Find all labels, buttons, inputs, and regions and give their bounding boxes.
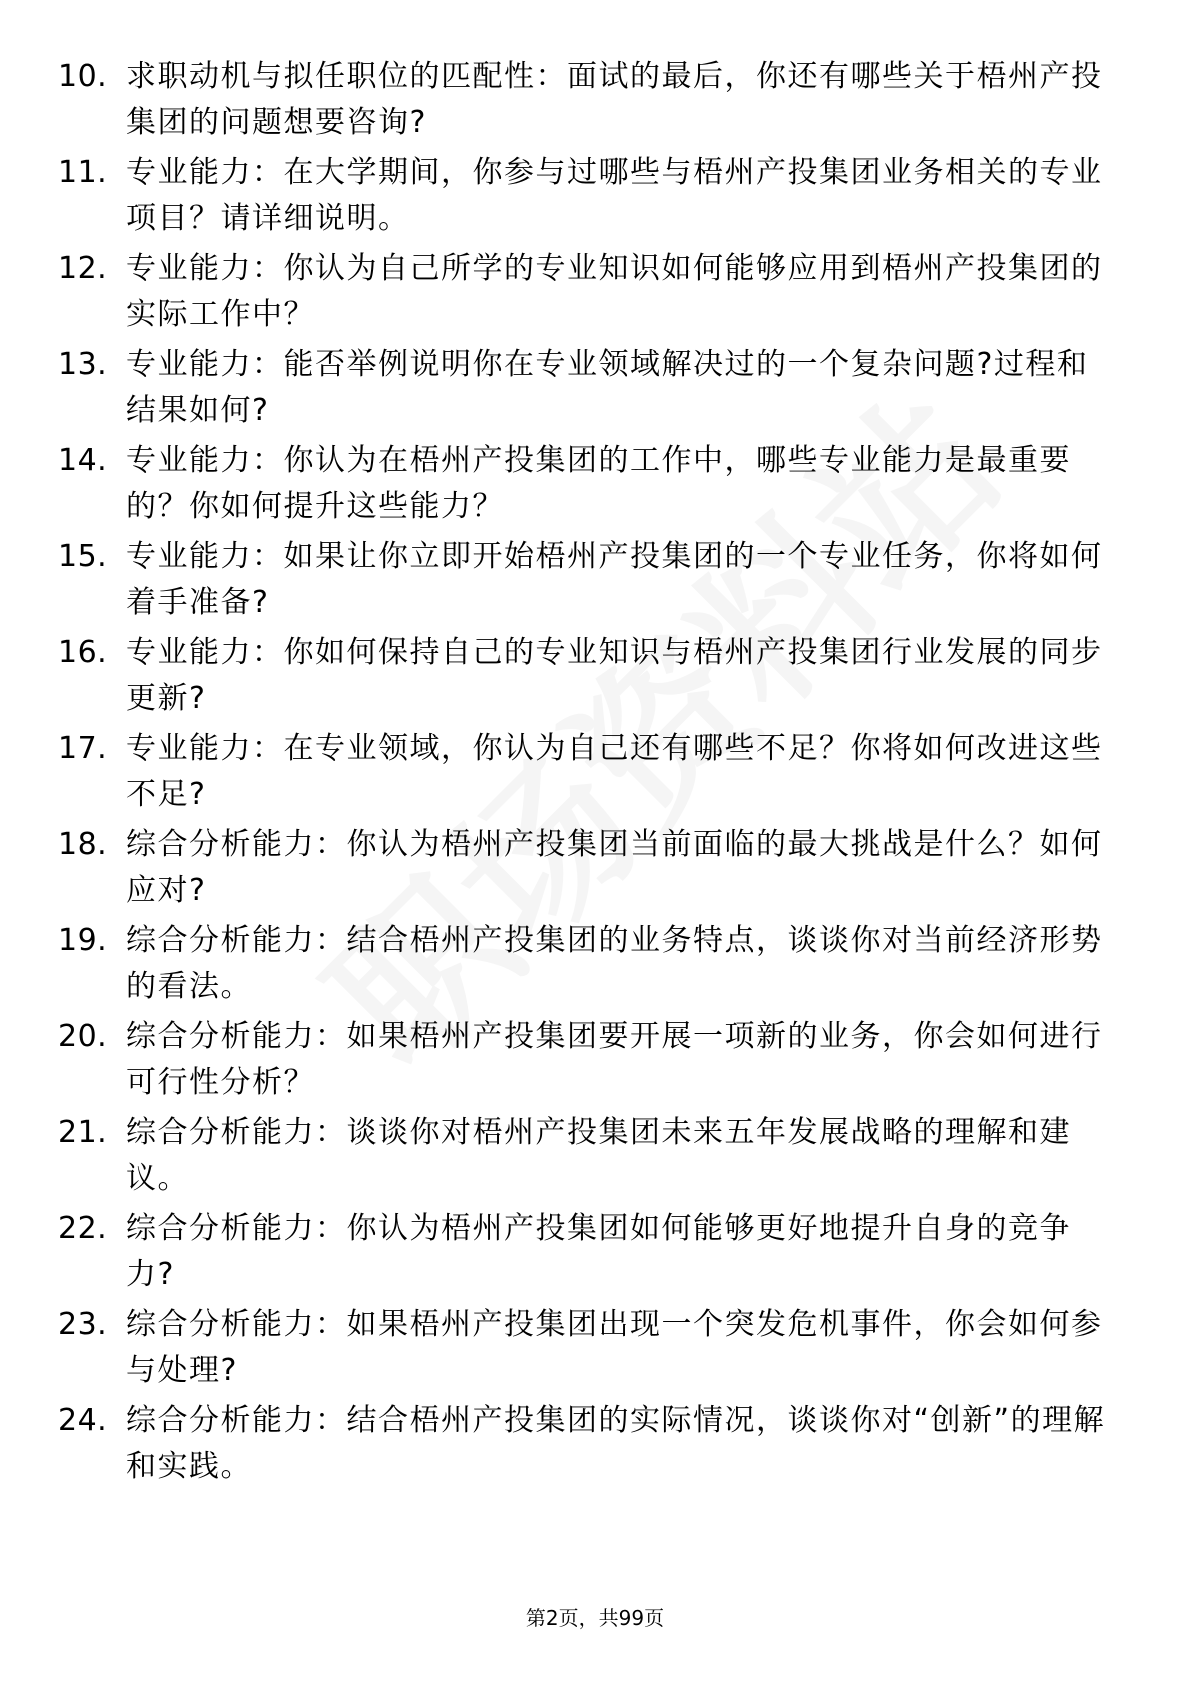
question-text: 综合分析能力：如果梧州产投集团要开展一项新的业务，你会如何进行可行性分析？	[126, 1019, 1103, 1100]
question-item	[0, 148, 1190, 244]
question-text: 专业能力：你如何保持自己的专业知识与梧州产投集团行业发展的同步更新?	[126, 635, 1103, 716]
question-item	[0, 628, 1190, 724]
question-item	[0, 820, 1190, 916]
question-item	[0, 916, 1190, 1012]
question-text: 专业能力：如果让你立即开始梧州产投集团的一个专业任务，你将如何着手准备?	[126, 539, 1103, 620]
question-item	[0, 1204, 1190, 1300]
question-item	[0, 1012, 1190, 1108]
question-number: 18.	[58, 827, 108, 862]
question-text: 综合分析能力：结合梧州产投集团的实际情况，谈谈你对“创新”的理解和实践。	[126, 1403, 1106, 1484]
question-number: 19.	[58, 923, 108, 958]
question-item	[0, 436, 1190, 532]
question-number: 15.	[58, 539, 108, 574]
question-number: 12.	[58, 251, 108, 286]
question-item	[0, 1396, 1190, 1492]
question-number: 13.	[58, 347, 108, 382]
question-number: 17.	[58, 731, 108, 766]
page-footer: 第2页，共99页	[525, 1606, 665, 1630]
question-list	[0, 52, 1190, 1492]
question-text: 专业能力：能否举例说明你在专业领域解决过的一个复杂问题?过程和结果如何?	[126, 347, 1089, 428]
question-item	[0, 52, 1190, 148]
question-text: 综合分析能力：你认为梧州产投集团当前面临的最大挑战是什么？如何应对?	[126, 827, 1103, 908]
question-number: 16.	[58, 635, 108, 670]
question-text: 综合分析能力：谈谈你对梧州产投集团未来五年发展战略的理解和建议。	[126, 1115, 1071, 1196]
question-number: 10.	[58, 59, 108, 94]
question-number: 11.	[58, 155, 108, 190]
question-text: 专业能力：你认为在梧州产投集团的工作中，哪些专业能力是最重要的？你如何提升这些能力？	[126, 443, 1071, 524]
question-text: 专业能力：在专业领域，你认为自己还有哪些不足？你将如何改进这些不足?	[126, 731, 1103, 812]
question-text: 专业能力：在大学期间，你参与过哪些与梧州产投集团业务相关的专业项目？请详细说明。	[126, 155, 1103, 236]
question-item	[0, 340, 1190, 436]
question-number: 24.	[58, 1403, 108, 1438]
question-item	[0, 1300, 1190, 1396]
question-text: 综合分析能力：你认为梧州产投集团如何能够更好地提升自身的竞争力?	[126, 1211, 1071, 1292]
question-number: 20.	[58, 1019, 108, 1054]
question-item	[0, 724, 1190, 820]
question-number: 14.	[58, 443, 108, 478]
question-text: 综合分析能力：如果梧州产投集团出现一个突发危机事件，你会如何参与处理?	[126, 1307, 1103, 1388]
question-number: 22.	[58, 1211, 108, 1246]
question-number: 23.	[58, 1307, 108, 1342]
question-text: 求职动机与拟任职位的匹配性：面试的最后，你还有哪些关于梧州产投集团的问题想要咨询?	[126, 59, 1103, 140]
question-item	[0, 244, 1190, 340]
question-text: 综合分析能力：结合梧州产投集团的业务特点，谈谈你对当前经济形势的看法。	[126, 923, 1103, 1004]
question-text: 专业能力：你认为自己所学的专业知识如何能够应用到梧州产投集团的实际工作中？	[126, 251, 1103, 332]
question-item	[0, 532, 1190, 628]
question-number: 21.	[58, 1115, 108, 1150]
question-item	[0, 1108, 1190, 1204]
